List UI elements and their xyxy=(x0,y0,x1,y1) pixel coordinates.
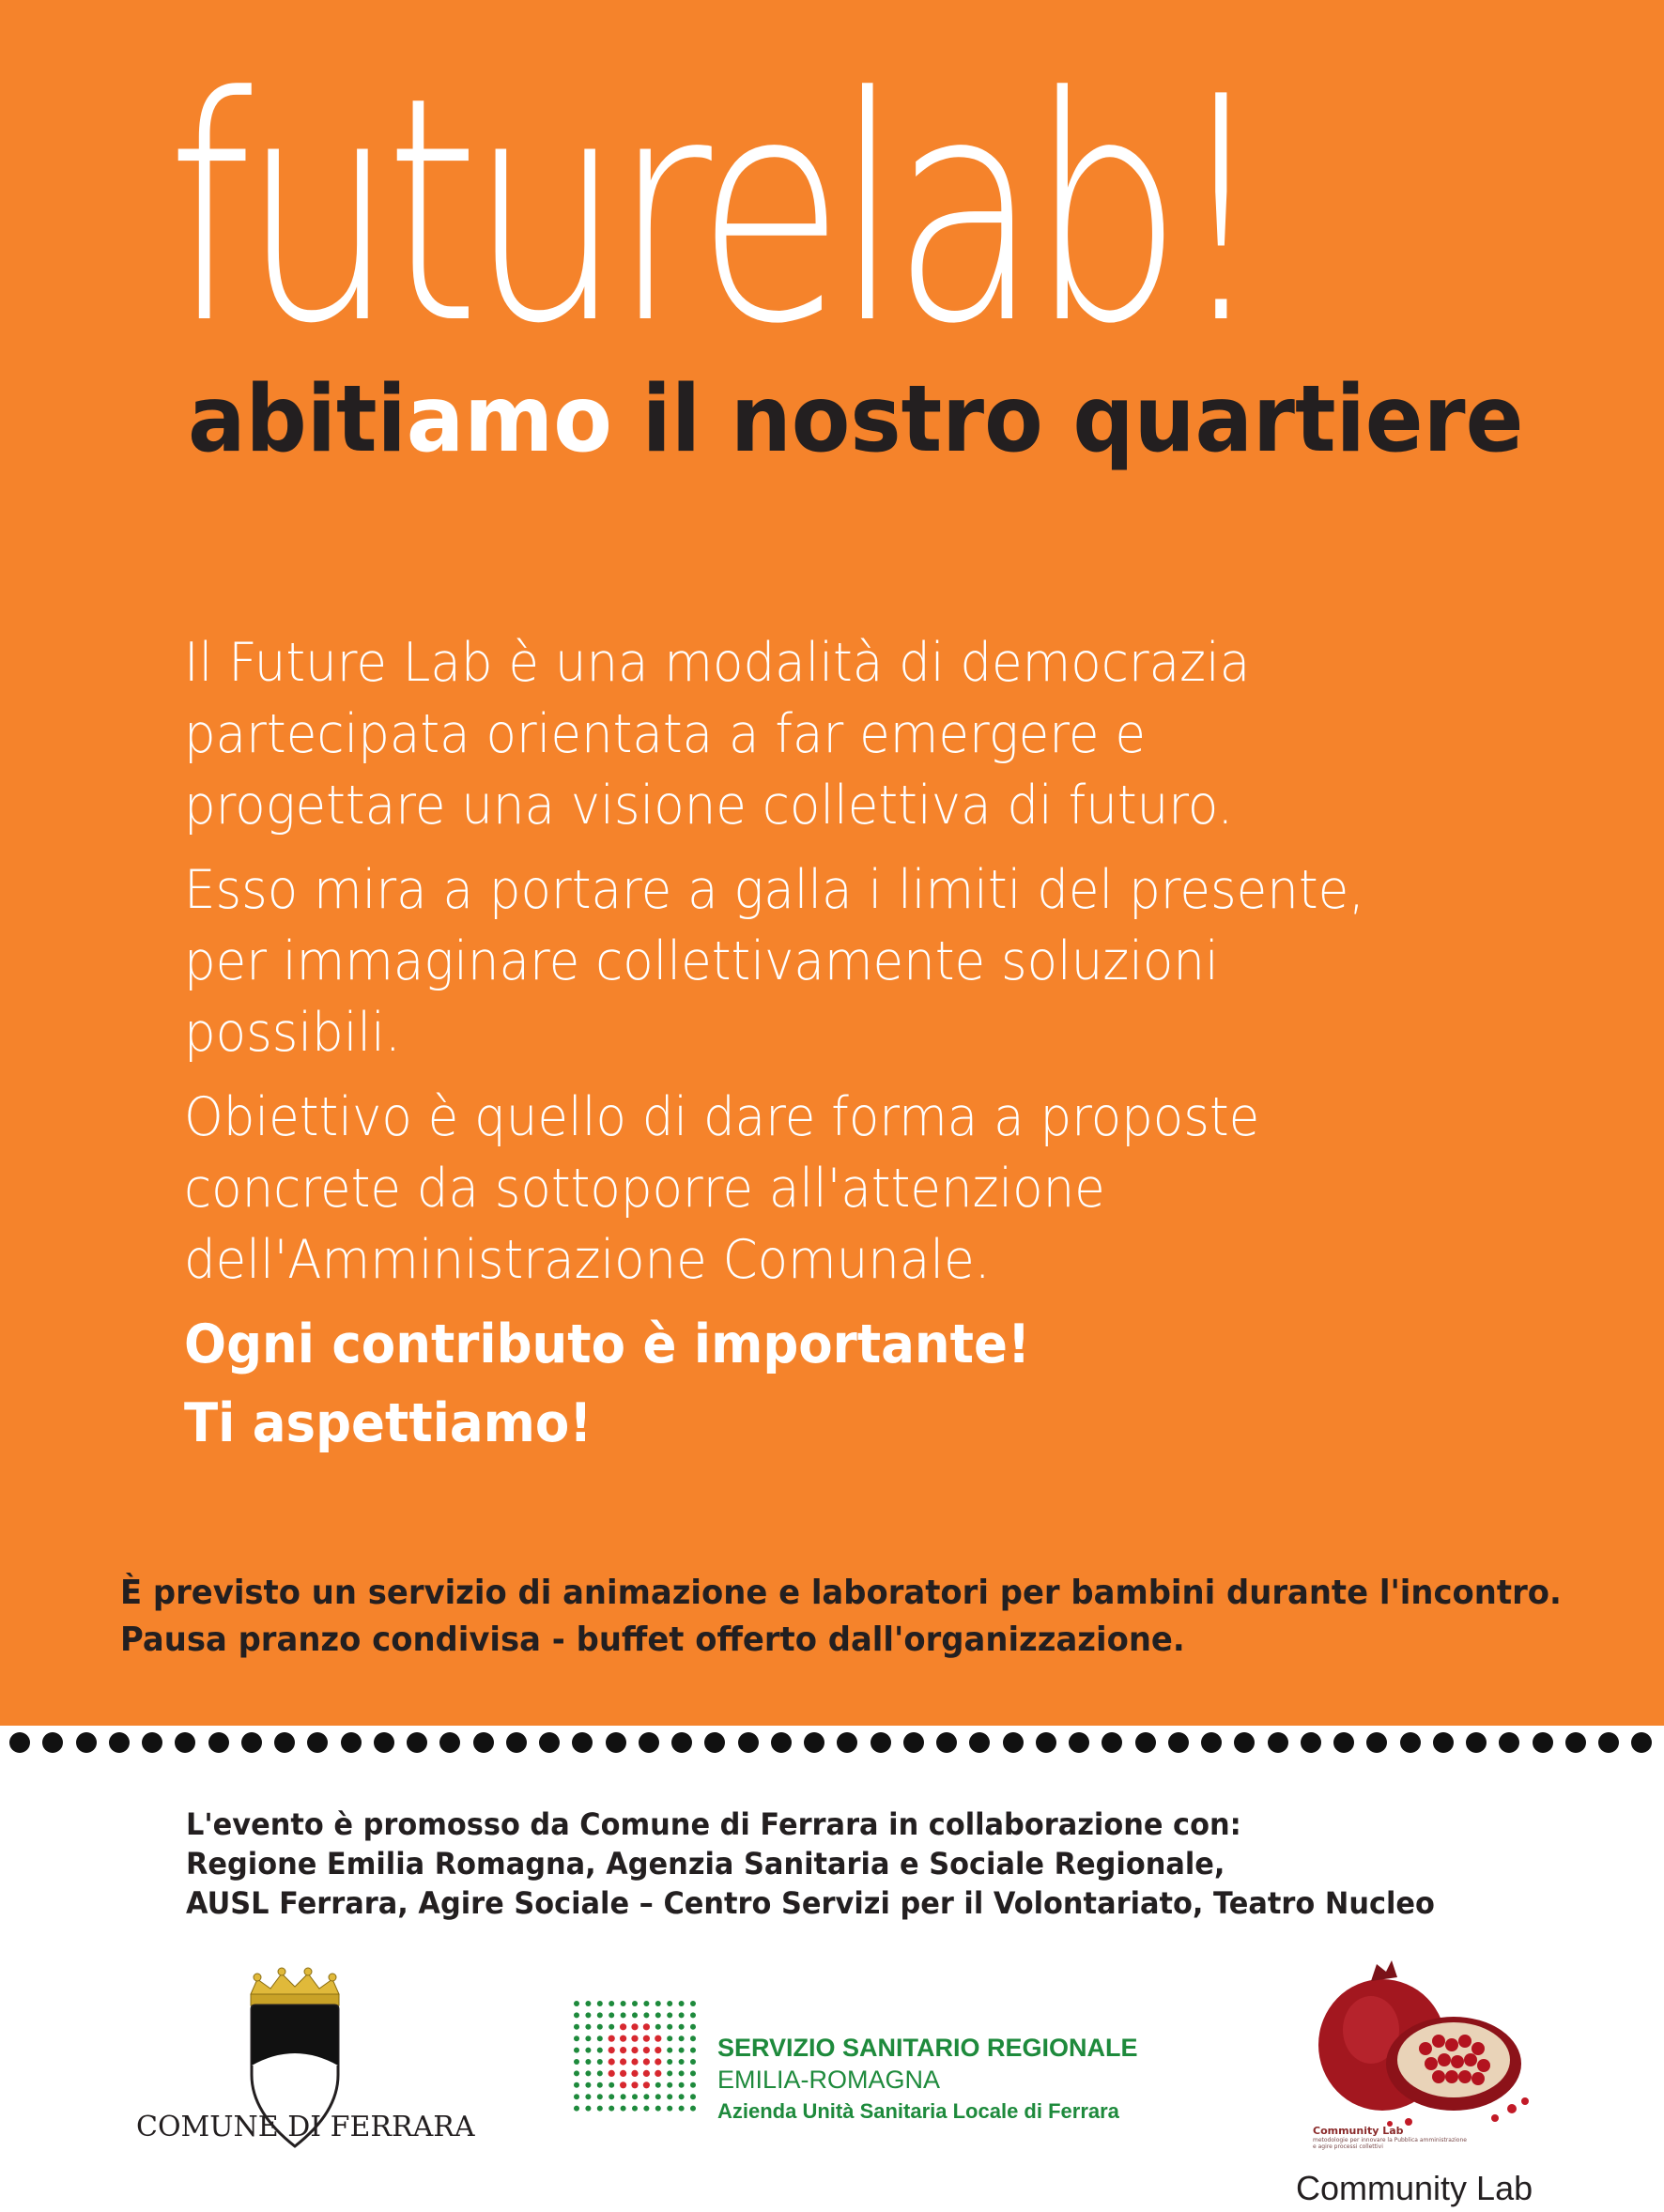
separator-dot xyxy=(639,1732,659,1753)
logo-dot xyxy=(574,2094,579,2099)
logo-dot xyxy=(690,2082,696,2088)
logo-dot xyxy=(620,2070,626,2077)
paragraph-line: concrete da sottoporre all'attenzione xyxy=(184,1158,1105,1220)
logo-dot xyxy=(585,2094,591,2099)
separator-dot xyxy=(1433,1732,1454,1753)
paragraph-line: possibili. xyxy=(184,1002,401,1064)
logo-dot xyxy=(609,2024,614,2030)
logo-dot xyxy=(655,2106,661,2112)
logo-dot xyxy=(621,2001,626,2006)
paragraph-line: Esso mira a portare a galla i limiti del presente, xyxy=(184,859,1365,921)
separator-dot xyxy=(1400,1732,1421,1753)
logo-dot xyxy=(631,2081,638,2088)
separator-dot xyxy=(1135,1732,1156,1753)
paragraph-line: Il Future Lab è una modalità di democrazia xyxy=(184,632,1251,694)
logo-dot xyxy=(585,2070,591,2076)
separator-dot xyxy=(76,1732,97,1753)
logo-dot xyxy=(679,2094,685,2099)
separator-dot xyxy=(42,1732,63,1753)
logo-dot xyxy=(690,2048,696,2053)
logo-dot xyxy=(679,2001,685,2006)
logo-dot xyxy=(585,2012,591,2018)
logo-dot xyxy=(679,2106,685,2112)
separator-dot xyxy=(1069,1732,1089,1753)
paragraph-line: Obiettivo è quello di dare forma a proposte xyxy=(184,1086,1260,1148)
logo-dot xyxy=(679,2012,685,2018)
separator-dot xyxy=(241,1732,262,1753)
pomegranate-image xyxy=(1296,1943,1540,2141)
logo-dot xyxy=(690,2070,696,2076)
subtitle-part-3: il nostro quartiere xyxy=(611,366,1524,473)
separator-dot xyxy=(1466,1732,1487,1753)
logo-dot xyxy=(643,2012,649,2018)
separator-dot xyxy=(208,1732,229,1753)
logo-dot xyxy=(597,2024,603,2030)
logo-dot xyxy=(574,2059,579,2065)
logo-dot xyxy=(655,2035,661,2042)
dot-grid-logo xyxy=(571,1998,699,2118)
logo-dot xyxy=(655,2094,661,2099)
separator-dot xyxy=(572,1732,593,1753)
logo-dot xyxy=(574,2012,579,2018)
logo-dot xyxy=(643,2081,650,2088)
logo-dot xyxy=(621,2094,626,2099)
logo-dot xyxy=(597,2082,603,2088)
separator-dot xyxy=(1301,1732,1321,1753)
separator-dot xyxy=(1003,1732,1024,1753)
paragraph-line: partecipata orientata a far emergere e xyxy=(184,703,1147,765)
separator-dot xyxy=(837,1732,857,1753)
logo-dot xyxy=(585,2035,591,2041)
logo-dot xyxy=(609,2082,614,2088)
logo-dot xyxy=(574,2106,579,2112)
logo-dot xyxy=(585,2059,591,2065)
community-lab-small-title: Community Lab xyxy=(1313,2125,1404,2137)
logo-dot xyxy=(690,2106,696,2112)
logo-dot xyxy=(621,2012,626,2018)
separator-dot xyxy=(9,1732,30,1753)
separator-dot xyxy=(142,1732,162,1753)
separator-dot xyxy=(738,1732,759,1753)
logo-dot xyxy=(609,2035,615,2042)
separator-dot xyxy=(606,1732,626,1753)
logo-dot xyxy=(667,2082,672,2088)
logo-dot xyxy=(643,2094,649,2099)
logo-dot xyxy=(597,2094,603,2099)
separator-dot xyxy=(1565,1732,1586,1753)
logo-dot xyxy=(620,2023,626,2030)
comune-ferrara-label: COMUNE DI FERRARA xyxy=(136,2111,475,2143)
logo-dot xyxy=(585,2024,591,2030)
separator-dot xyxy=(671,1732,692,1753)
logo-dot xyxy=(574,2001,579,2006)
logo-dot xyxy=(655,2024,661,2030)
logo-dot xyxy=(632,2094,638,2099)
logo-dot xyxy=(667,2048,672,2053)
logo-dot xyxy=(667,2012,672,2018)
logo-dot xyxy=(574,2082,579,2088)
logo-dot xyxy=(643,2035,650,2042)
paragraph-1 xyxy=(184,627,1494,841)
logo-dot xyxy=(597,2035,603,2041)
logo-dot xyxy=(667,2001,672,2006)
logo-dot xyxy=(690,2059,696,2065)
logo-dot xyxy=(574,2024,579,2030)
poster-title: futurelab! xyxy=(167,31,1259,392)
poster-subtitle xyxy=(188,368,1523,471)
logo-dot xyxy=(597,2106,603,2112)
subtitle-part-2: amo xyxy=(406,366,612,473)
separator-dot xyxy=(1201,1732,1222,1753)
logo-dot xyxy=(667,2059,672,2065)
separator-dot xyxy=(1631,1732,1652,1753)
separator-dot xyxy=(274,1732,295,1753)
logo-dot xyxy=(655,2082,661,2088)
logo-dot xyxy=(631,2035,638,2042)
logo-dot xyxy=(631,2070,638,2077)
ssr-logo-text xyxy=(717,2032,1138,2128)
logo-dot xyxy=(632,2001,638,2006)
logo-dot xyxy=(690,2001,696,2006)
logo-dot xyxy=(620,2058,626,2065)
logo-dot xyxy=(667,2035,672,2041)
logo-dot xyxy=(597,2001,603,2006)
separator-dot xyxy=(407,1732,427,1753)
logo-dot xyxy=(621,2106,626,2112)
crown-icon xyxy=(251,1968,339,2005)
logo-dot xyxy=(667,2094,672,2099)
note-animation: È previsto un servizio di animazione e laboratori per bambini durante l'incontro. xyxy=(120,1574,1562,1612)
ssr-title: SERVIZIO SANITARIO REGIONALE xyxy=(717,2034,1138,2062)
logo-dot xyxy=(655,2070,661,2077)
logo-dot xyxy=(574,2048,579,2053)
separator-dot xyxy=(1598,1732,1619,1753)
community-lab-small-sub: e agire processi collettivi xyxy=(1313,2143,1383,2150)
logo-dot xyxy=(655,2058,661,2065)
separator-dot xyxy=(1268,1732,1288,1753)
logo-dot xyxy=(597,2059,603,2065)
separator-dot xyxy=(936,1732,957,1753)
highlight-contribution: Ogni contributo è importante! xyxy=(184,1313,1031,1375)
logo-dot xyxy=(643,2058,650,2065)
logo-dot xyxy=(643,2001,649,2006)
separator-dot xyxy=(539,1732,560,1753)
separator-dot xyxy=(1036,1732,1056,1753)
logo-dot xyxy=(631,2047,638,2053)
logo-dot xyxy=(597,2070,603,2076)
logo-dot xyxy=(585,2001,591,2006)
logo-dot xyxy=(609,2001,614,2006)
logo-dot xyxy=(667,2106,672,2112)
separator-dot xyxy=(1234,1732,1255,1753)
description xyxy=(184,627,1593,1467)
promo-line: AUSL Ferrara, Agire Sociale – Centro Servizi per il Volontariato, Teatro Nucleo xyxy=(186,1885,1435,1921)
logo-dot xyxy=(679,2082,685,2088)
paragraph-3 xyxy=(184,1082,1494,1296)
separator-dot xyxy=(307,1732,328,1753)
logo-dot xyxy=(631,2058,638,2065)
highlight-waiting: Ti aspettiamo! xyxy=(184,1392,593,1454)
paragraph-line: progettare una visione collettiva di futuro. xyxy=(184,775,1234,837)
promo-line: L'evento è promosso da Comune di Ferrara in collaborazione con: xyxy=(186,1806,1241,1842)
logo-dot xyxy=(679,2070,685,2076)
logo-dot xyxy=(609,2012,614,2018)
separator-dot xyxy=(1533,1732,1553,1753)
separator-dot xyxy=(771,1732,792,1753)
logo-dot xyxy=(609,2094,614,2099)
logo-dot xyxy=(643,2023,650,2030)
logo-dot xyxy=(655,2012,661,2018)
logo-dot xyxy=(609,2047,615,2053)
separator-dot xyxy=(1333,1732,1354,1753)
separator-dot xyxy=(374,1732,394,1753)
logo-dot xyxy=(643,2070,650,2077)
community-lab-small-sub: metodologie per innovare la Pubblica amministrazione xyxy=(1313,2137,1467,2143)
promoted-by xyxy=(186,1805,1501,1923)
logo-dot xyxy=(679,2059,685,2065)
logo-dot xyxy=(574,2035,579,2041)
separator-dot xyxy=(969,1732,990,1753)
logo-dot xyxy=(620,2081,626,2088)
separator-dot xyxy=(1366,1732,1387,1753)
logo-dot xyxy=(632,2012,638,2018)
logo-dot xyxy=(690,2035,696,2041)
separator-dot xyxy=(871,1732,891,1753)
subtitle-part-1: abiti xyxy=(188,366,407,473)
separator-dot xyxy=(903,1732,924,1753)
logo-dot xyxy=(679,2024,685,2030)
logo-dot xyxy=(585,2082,591,2088)
paragraph-line: per immaginare collettivamente soluzioni xyxy=(184,930,1219,992)
logo-dot xyxy=(609,2070,615,2077)
ssr-ausl: Azienda Unità Sanitaria Locale di Ferrara xyxy=(717,2099,1119,2123)
separator-dot xyxy=(1168,1732,1189,1753)
logo-dot xyxy=(574,2070,579,2076)
separator-dot xyxy=(804,1732,824,1753)
logo-dot xyxy=(643,2106,649,2112)
separator-dot xyxy=(506,1732,527,1753)
separator-dot xyxy=(473,1732,494,1753)
ssr-region: EMILIA-ROMAGNA xyxy=(717,2066,941,2094)
event-notes xyxy=(120,1570,1654,1664)
separator-dot xyxy=(1499,1732,1519,1753)
note-lunch: Pausa pranzo condivisa - buffet offerto dall'organizzazione. xyxy=(120,1621,1185,1659)
separator-dot xyxy=(1102,1732,1122,1753)
separator-dot xyxy=(439,1732,460,1753)
community-lab-label: Community Lab xyxy=(1296,2169,1533,2207)
logo-dot xyxy=(655,2001,661,2006)
dotted-separator xyxy=(9,1728,1653,1757)
logo-dot xyxy=(585,2048,591,2053)
logo-dot xyxy=(679,2035,685,2041)
separator-dot xyxy=(341,1732,362,1753)
paragraph-2 xyxy=(184,854,1494,1068)
logo-dot xyxy=(620,2035,626,2042)
logo-dot xyxy=(597,2012,603,2018)
logo-dot xyxy=(690,2094,696,2099)
logo-dot xyxy=(667,2070,672,2076)
logo-dot xyxy=(609,2106,614,2112)
logo-dot xyxy=(690,2024,696,2030)
logo-dot xyxy=(609,2058,615,2065)
logo-dot xyxy=(690,2012,696,2018)
separator-dot xyxy=(704,1732,725,1753)
logo-dot xyxy=(655,2047,661,2053)
separator-dot xyxy=(109,1732,130,1753)
logo-dot xyxy=(643,2047,650,2053)
logo-dot xyxy=(667,2024,672,2030)
promo-line: Regione Emilia Romagna, Agenzia Sanitaria e Sociale Regionale, xyxy=(186,1846,1225,1882)
logo-dot xyxy=(620,2047,626,2053)
logo-dot xyxy=(585,2106,591,2112)
separator-dot xyxy=(175,1732,195,1753)
logo-dot xyxy=(597,2048,603,2053)
logo-dot xyxy=(679,2048,685,2053)
logo-dot xyxy=(632,2106,638,2112)
logo-dot xyxy=(631,2023,638,2030)
community-lab-small-mark xyxy=(1313,2126,1467,2150)
paragraph-line: dell'Amministrazione Comunale. xyxy=(184,1229,991,1291)
